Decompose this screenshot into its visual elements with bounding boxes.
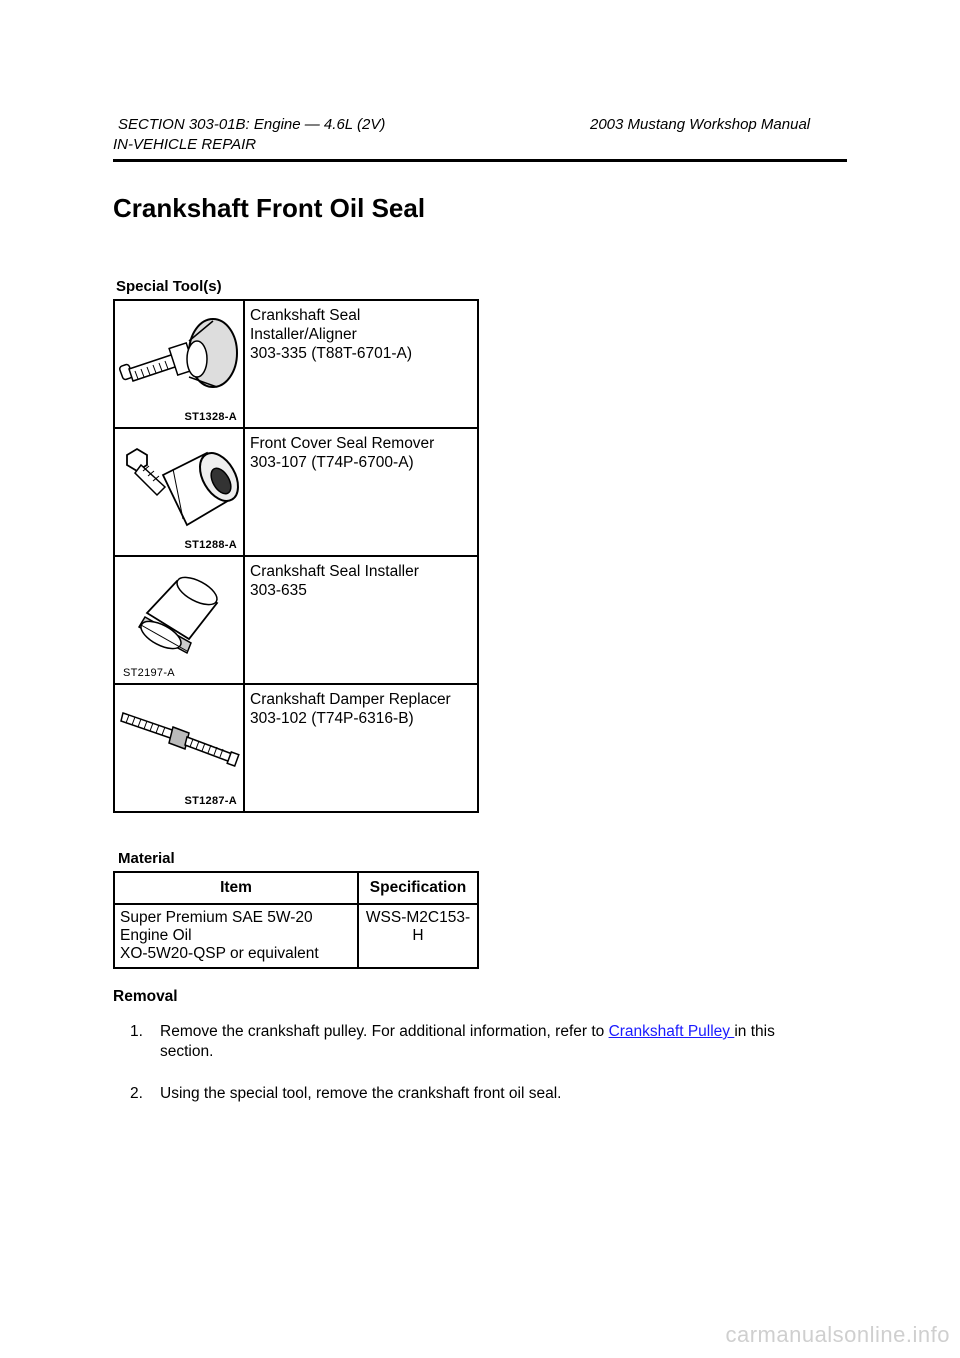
material-table — [113, 871, 479, 969]
tool-description — [244, 428, 478, 556]
tool-illustration-cell — [114, 684, 244, 812]
special-tools-table — [113, 299, 479, 813]
column-header-specification: Specification — [358, 872, 478, 904]
damper-replacer-icon — [117, 691, 241, 791]
removal-heading: Removal — [113, 988, 178, 1005]
removal-steps — [130, 1022, 820, 1126]
tool-illustration-cell — [114, 556, 244, 684]
list-item — [130, 1084, 820, 1104]
header-subsection: IN-VEHICLE REPAIR — [113, 136, 257, 153]
header-section: SECTION 303-01B: Engine — 4.6L (2V) — [118, 116, 386, 133]
special-tools-caption: Special Tool(s) — [116, 278, 222, 295]
tool-name-line: Crankshaft Damper Replacer — [250, 691, 451, 708]
material-item-line: Super Premium SAE 5W-20 — [120, 909, 313, 926]
material-item-line: XO-5W20-QSP or equivalent — [120, 945, 319, 962]
column-header-item: Item — [114, 872, 358, 904]
step-text: in this section. — [160, 1023, 775, 1060]
seal-installer-aligner-icon — [117, 307, 241, 407]
tool-description — [244, 556, 478, 684]
page-title: Crankshaft Front Oil Seal — [113, 193, 426, 223]
list-item — [130, 1022, 820, 1062]
tool-illustration-code: ST1287-A — [184, 795, 237, 807]
seal-installer-icon — [117, 563, 241, 663]
material-caption: Material — [118, 850, 175, 867]
tool-description — [244, 300, 478, 428]
table-header-row — [114, 872, 478, 904]
material-spec-line: H — [412, 927, 424, 944]
tool-name-line: Crankshaft Seal — [250, 307, 361, 324]
table-row — [114, 428, 478, 556]
header-rule — [113, 159, 847, 162]
tool-name-line: Installer/Aligner — [250, 326, 357, 343]
tool-number: 303-635 — [250, 582, 307, 599]
watermark: carmanualsonline.info — [725, 1322, 950, 1347]
tool-number: 303-107 (T74P-6700-A) — [250, 454, 414, 471]
seal-remover-icon — [117, 435, 241, 535]
tool-illustration-code: ST1288-A — [184, 539, 237, 551]
tool-name-line: Front Cover Seal Remover — [250, 435, 435, 452]
table-row — [114, 300, 478, 428]
material-item — [114, 904, 358, 968]
tool-description — [244, 684, 478, 812]
tool-number: 303-102 (T74P-6316-B) — [250, 710, 414, 727]
step-number: 1. — [130, 1023, 143, 1040]
tool-name-line: Crankshaft Seal Installer — [250, 563, 419, 580]
material-specification — [358, 904, 478, 968]
table-row — [114, 684, 478, 812]
material-item-line: Engine Oil — [120, 927, 192, 944]
table-row — [114, 556, 478, 684]
step-text: Using the special tool, remove the crankshaft front oil seal. — [160, 1085, 562, 1102]
step-text: Remove the crankshaft pulley. For additional information, refer to — [160, 1023, 609, 1040]
crankshaft-pulley-link[interactable]: Crankshaft Pulley — [608, 1023, 735, 1040]
tool-illustration-code: ST1328-A — [184, 411, 237, 423]
material-spec-line: WSS-M2C153- — [365, 909, 471, 926]
tool-illustration-cell — [114, 428, 244, 556]
step-number: 2. — [130, 1085, 143, 1102]
table-row — [114, 904, 478, 968]
tool-number: 303-335 (T88T-6701-A) — [250, 345, 412, 362]
tool-illustration-code: ST2197-A — [123, 667, 175, 679]
header-manual-title: 2003 Mustang Workshop Manual — [590, 116, 811, 133]
tool-illustration-cell — [114, 300, 244, 428]
